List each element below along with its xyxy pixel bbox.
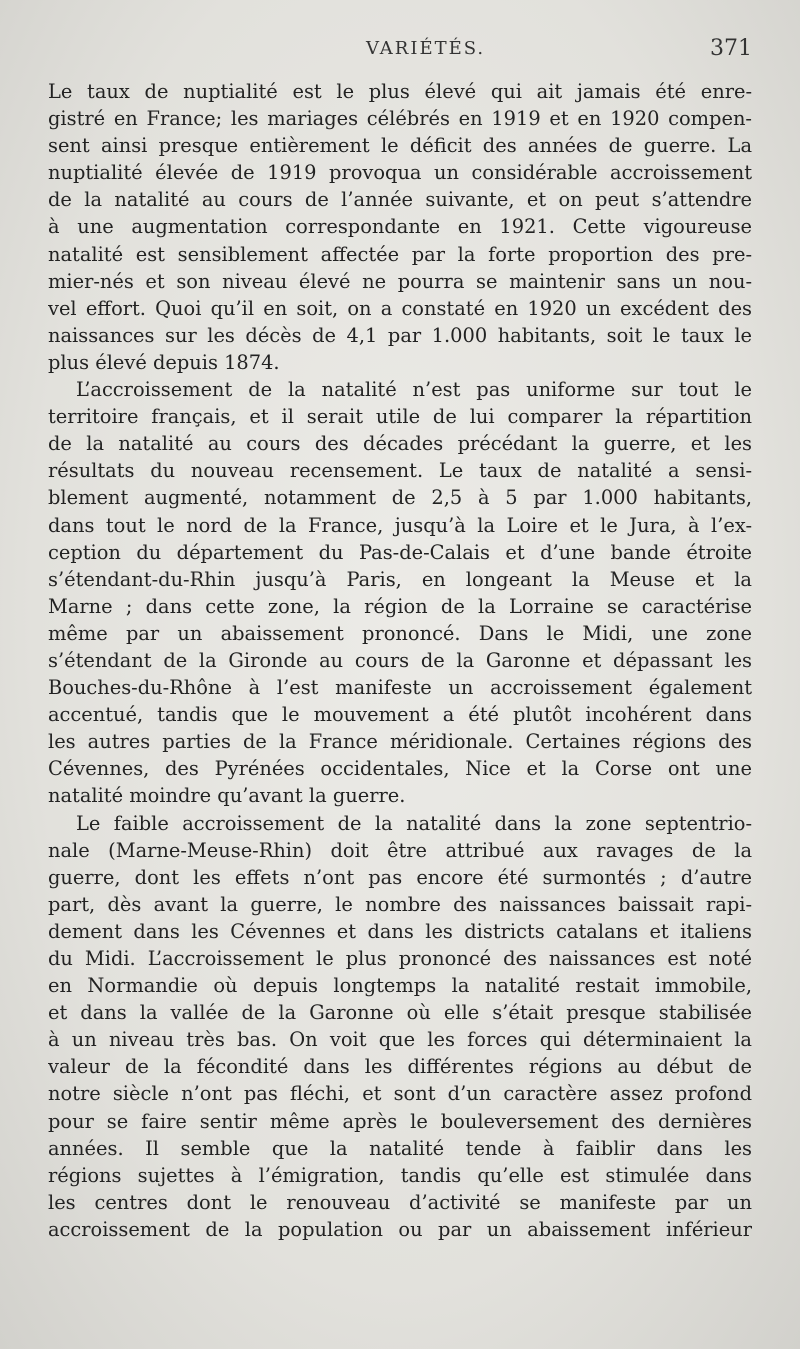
text-line: naissances sur les décès de 4,1 par 1.000 habitants, soit le taux le xyxy=(48,323,752,347)
text-line: plus élevé depuis 1874. xyxy=(48,350,280,374)
text-line: régions sujettes à l’émigration, tandis qu’elle est stimulée dans xyxy=(48,1163,752,1187)
text-line: dement dans les Cévennes et dans les districts catalans et italiens xyxy=(48,919,752,943)
text-line: les autres parties de la France méridionale. Certaines régions des xyxy=(48,730,752,754)
text-line: et dans la vallée de la Garonne où elle s’était presque stabilisée xyxy=(48,1001,752,1025)
text-line: notre siècle n’ont pas fléchi, et sont d’un caractère assez profond xyxy=(48,1082,752,1106)
page-number: 371 xyxy=(710,36,752,61)
text-line: nuptialité élevée de 1919 provoqua un considérable accroissement xyxy=(48,161,752,185)
text-line: part, dès avant la guerre, le nombre des naissances baissait rapi- xyxy=(48,892,752,916)
running-head: VARIÉTÉS. xyxy=(366,38,486,59)
text-line: natalité moindre qu’avant la guerre. xyxy=(48,784,406,808)
text-line: Le faible accroissement de la natalité dans la zone septentrio- xyxy=(76,811,752,835)
text-line: vel effort. Quoi qu’il en soit, on a constaté en 1920 un excédent des xyxy=(48,296,752,320)
text-line: Bouches-du-Rhône à l’est manifeste un accroissement également xyxy=(48,676,752,700)
body-text xyxy=(48,78,752,1243)
text-line: valeur de la fécondité dans les différentes régions au début de xyxy=(48,1055,752,1079)
page-header xyxy=(0,38,800,78)
text-line: gistré en France; les mariages célébrés en 1919 et en 1920 compen- xyxy=(48,107,752,131)
text-line: de la natalité au cours de l’année suivante, et on peut s’attendre xyxy=(48,188,752,212)
text-line: années. Il semble que la natalité tende à faiblir dans les xyxy=(48,1136,752,1160)
text-line: sent ainsi presque entièrement le déficit des années de guerre. La xyxy=(48,134,752,158)
text-line: natalité est sensiblement affectée par la forte proportion des pre- xyxy=(48,242,752,266)
text-line: nale (Marne-Meuse-Rhin) doit être attribué aux ravages de la xyxy=(48,838,752,862)
text-line: à une augmentation correspondante en 1921. Cette vigoureuse xyxy=(48,215,752,239)
text-line: territoire français, et il serait utile de lui comparer la répartition xyxy=(48,405,752,429)
text-line: blement augmenté, notamment de 2,5 à 5 par 1.000 habitants, xyxy=(48,486,752,510)
text-line: dans tout le nord de la France, jusqu’à la Loire et le Jura, à l’ex- xyxy=(48,513,752,537)
text-line: Cévennes, des Pyrénées occidentales, Nice et la Corse ont une xyxy=(48,757,752,781)
text-line: en Normandie où depuis longtemps la natalité restait immobile, xyxy=(48,974,752,998)
text-line: Le taux de nuptialité est le plus élevé qui ait jamais été enre- xyxy=(48,80,752,103)
text-line: accentué, tandis que le mouvement a été plutôt incohérent dans xyxy=(48,703,752,727)
text-line: s’étendant-du-Rhin jusqu’à Paris, en longeant la Meuse et la xyxy=(48,567,752,591)
text-line: les centres dont le renouveau d’activité se manifeste par un xyxy=(48,1190,752,1214)
text-line: guerre, dont les effets n’ont pas encore été surmontés ; d’autre xyxy=(48,865,752,889)
text-line: du Midi. L’accroissement le plus prononcé des naissances est noté xyxy=(48,947,752,970)
text-line: L’accroissement de la natalité n’est pas uniforme sur tout le xyxy=(76,378,752,402)
text-line: Marne ; dans cette zone, la région de la Lorraine se caractérise xyxy=(48,594,752,618)
text-line: pour se faire sentir même après le bouleversement des dernières xyxy=(48,1109,752,1133)
text-line: résultats du nouveau recensement. Le taux de natalité a sensi- xyxy=(48,459,752,483)
text-line: de la natalité au cours des décades précédant la guerre, et les xyxy=(48,432,752,456)
text-line: mier-nés et son niveau élevé ne pourra se maintenir sans un nou- xyxy=(48,269,752,293)
text-line: accroissement de la population ou par un abaissement inférieur xyxy=(48,1217,752,1241)
text-line: s’étendant de la Gironde au cours de la Garonne et dépassant les xyxy=(48,648,752,672)
text-line: même par un abaissement prononcé. Dans le Midi, une zone xyxy=(48,621,752,645)
text-line: à un niveau très bas. On voit que les forces qui déterminaient la xyxy=(48,1028,752,1052)
text-line: ception du département du Pas-de-Calais et d’une bande étroite xyxy=(48,540,752,564)
